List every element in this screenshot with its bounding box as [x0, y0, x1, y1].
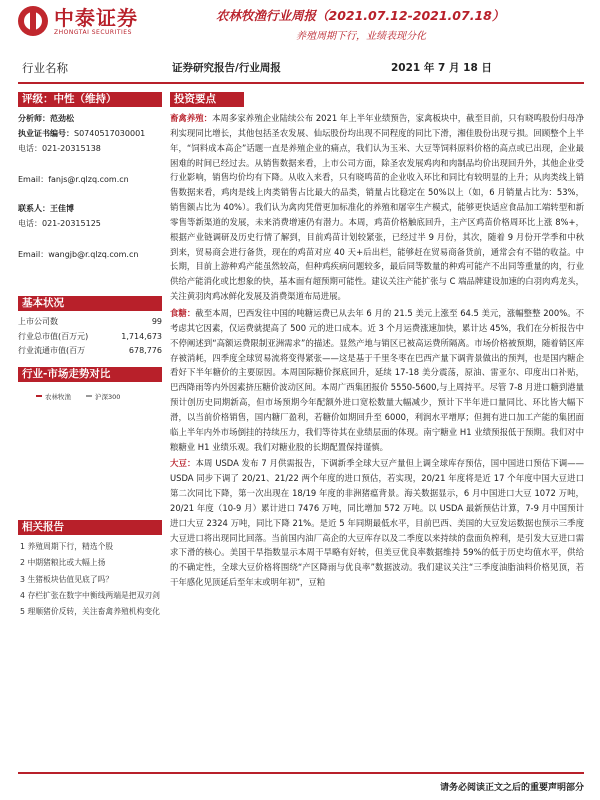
analyst-label: 分析师：	[18, 114, 50, 123]
table-row: 上市公司数 99	[18, 317, 162, 326]
header-divider	[18, 82, 584, 84]
trend-bar: 行业-市场走势对比	[18, 367, 162, 382]
report-subtitle: 养殖周期下行，业绩表现分化	[296, 31, 426, 42]
contact-phone: 021-20315125	[42, 219, 101, 228]
logo-cn: 中泰证券	[54, 5, 138, 30]
paragraph-lead: 大豆：	[170, 458, 196, 469]
trend-chart-svg	[18, 382, 162, 494]
sidebar	[18, 92, 162, 620]
logo-en: ZHONGTAI SECURITIES	[54, 28, 132, 36]
paragraph-lead: 畜禽养殖：	[170, 113, 213, 123]
paragraph-text: 本周 USDA 发布 7 月供需报告，下调新季全球大豆产量但上调全球库存预估，国中国进口预估下调——USDA 同步下调了 20/21、21/22 两个年度的进口预估，若实现，20/21 年度将是近 17 个年度中国大豆进口第二次同比下降，第一次出现在 18/19 年度的非洲猪瘟背景。海关数据显示，6 月中国进口大豆 1072 万吨，20/21 年度（10-9 月）累计进口 7476 万吨，同比增加 572 万吨。以 USDA 最新预估计算，7-9 月中国预计进口大豆 2324 万吨，同比下降 21%。是近 5 年同期最低水平，目前巴西、美国的大豆发运数据也预示三季度大豆进口将出现同比回落。当前国内油厂高企的大豆库存以及二季度以来持续的盘面负榨利，是引发大豆进口需求下滑的核心。美国干旱指数显示本周干旱略有好转，但美豆优良率数据维持 59%的低于历史均值水平，供给的不确定性，全球大豆价格将围绕“产区降雨与优良率”数据波动。我们建议关注“三季度油脂油料价格见顶，若干年感化见顶延后至年末或明年初”，豆粕	[170, 458, 585, 588]
footer-divider	[18, 772, 584, 774]
related-bar: 相关报告	[18, 520, 162, 535]
paragraph-sugar	[170, 306, 584, 454]
report-date: 2021 年 7 月 18 日	[391, 62, 492, 74]
report-title: 农林牧渔行业周报（2021.07.12-2021.07.18）	[216, 8, 505, 23]
list-item[interactable]: 3 生猪板块估值见底了吗？	[20, 574, 114, 584]
cert-number: S0740517030001	[74, 129, 146, 138]
paragraph-soybean	[170, 456, 584, 590]
meta-bar	[0, 58, 600, 80]
footer-disclaimer: 请务必阅读正文之后的重要声明部分	[439, 783, 584, 793]
paragraph-livestock	[170, 111, 584, 304]
rating-label: 评级：	[22, 93, 54, 105]
paragraph-text: 本周多家养殖企业陆续公布 2021 年上半年业绩预告，家禽板块中，截至目前，只有晓鸣股份归母净利实现同比增长，其他包括圣农发展、仙坛股份均出现不同程度的同比下滑，湘佳股份出现亏损。回顾整个上半年，“饲料成本高企”话题一直是养殖企业的痛点，我们认为玉米、大豆等饲料原料价格的高点或已出现，企业最困难的时间已经过去。从销售数据来看，上市公司方面，除圣农发展鸡肉和肉制品均价出现回升外，其他企业受行业影响，销售均价均有下降。从收入来看，只有晓鸣苗的企业收入环比和同比有较明显的上升；从肉类线上销售数据来看，鸡肉是线上肉类销售占比最大的品类，销量占比稳定在 50%以上（如，6 月销量占比为：53%，销售额占比为 40%）。我们认为禽肉凭借更加标准化的养殖和屠宰生产模式，能够更快适应食品加工端转型和新零售等新渠道的发展，未来消费增速仍有潜力。本周，鸡苗价格触底回升，主产区鸡苗价格周环比上涨 8%+，根据产业链调研及历史行情了解到，目前鸡苗计划较紧张，已经过半 9 月份，其次，随着 9 月份开学季和中秋到来，贸易商会进行备货，现在的鸡苗对应 40 天+后出栏，能够赶在贸易商备货前，通常会有不错的收益。中长期，目前上游种鸡产能虽然较高，但种鸡疾病问题较多，最后同等数量的种鸡可能产不出同等重量的肉，行业供给产能消化或比想象的快，基本面有超预期可能性。建议关注产能扩张与 C 端品牌建设加速的白羽肉鸡龙头，关注黄羽肉鸡冰鲜化发展及消费渠道布局进展。	[170, 113, 585, 302]
basic-status-table	[18, 315, 162, 359]
legend-label-2: 沪深300	[95, 392, 121, 401]
logo-mark-icon	[18, 6, 48, 36]
email-label: Email：	[18, 250, 49, 259]
points-bar: 投资要点	[170, 92, 244, 107]
email-label: Email：	[18, 175, 49, 184]
rating-value: 中性（维持）	[53, 93, 117, 105]
contact-name: 王佳博	[50, 204, 74, 213]
analyst-phone: 021-20315138	[42, 144, 101, 153]
basic-status-bar: 基本状况	[18, 296, 162, 311]
analyst-block	[18, 111, 162, 262]
contact-email[interactable]: wangjb@r.qlzq.com.cn	[48, 250, 139, 259]
company-logo	[18, 6, 138, 36]
table-row: 行业流通市值(百万 678,776	[18, 346, 162, 355]
list-item[interactable]: 4 存栏扩张在数字中衡线两端是把双刃剑	[20, 591, 160, 600]
contact-label: 联系人：	[18, 204, 50, 213]
table-row: 行业总市值(百万元) 1,714,673	[18, 331, 162, 341]
paragraph-text: 截至本周，巴西发往中国的吨糖运费已从去年 6 月的 21.5 美元上涨至 64.5 美元，涨幅整整 200%。不考虑其它因素，仅运费就提高了 500 元的进口成本。近 3 个月运费涨速加快，累计达 45%，我们在分析报告中不停阐述到“高额运费限制亚洲需求”的描述。显然产地与销区已被高运费所隔离。市场价格被预期，随着销区库存被消耗，四季度全球贸易流将变得紧张——这是基于千里冬枣在巴西产量下调背景做出的预判，也是国内糖企看好下半年糖价的主要原因。本周国际糖价探底回升，延续 17-18 美分震荡，原油、雷亚尔、印度出口补贴，巴西降雨等内外因素挤压糖价波动区间。本周广西集团报价 5550-5600,与上周持平。尽管 7-8 月进口糖到港量预计创历史同期新高，但市场预期今年配额外进口宽松数量大幅减少，预计下半年进口量同比、环比皆大幅下滑，以当前价格销售，国内糖厂盈利，若糖价如期回升至 6000，利润水平增厚；但拥有进口加工产能的集团面临上半年内外市场倒挂的持续压力，我们等待其在业绩层面的体现。南宁糖业 H1 业绩预报低于预期。我们对中粮糖业 H1 业绩乐观。我们对糖业股的长期配置保持谨慎。	[170, 307, 585, 452]
list-item[interactable]: 2 中期猪粮比或大幅上扬	[20, 558, 106, 567]
trend-chart	[18, 382, 162, 494]
legend-label-1: 农林牧渔	[45, 392, 71, 401]
analyst-email[interactable]: fanjs@r.qlzq.com.cn	[48, 175, 129, 184]
cert-label: 执业证书编号：	[18, 129, 74, 138]
related-list	[18, 539, 162, 621]
analyst-name: 范劲松	[50, 114, 74, 123]
rating-bar	[18, 92, 162, 107]
list-item[interactable]: 1 养殖周期下行，精选个股	[20, 541, 114, 551]
main-content	[170, 92, 584, 590]
list-item[interactable]: 5 理顺猪价反转，关注畜禽养殖机构变化	[20, 607, 160, 616]
industry-name: 行业名称	[22, 61, 68, 75]
phone-label: 电话：	[18, 219, 42, 228]
report-type: 证券研究报告/行业周报	[172, 62, 281, 74]
paragraph-lead: 食糖：	[170, 307, 196, 318]
report-header	[0, 0, 600, 52]
phone-label: 电话：	[18, 144, 42, 153]
